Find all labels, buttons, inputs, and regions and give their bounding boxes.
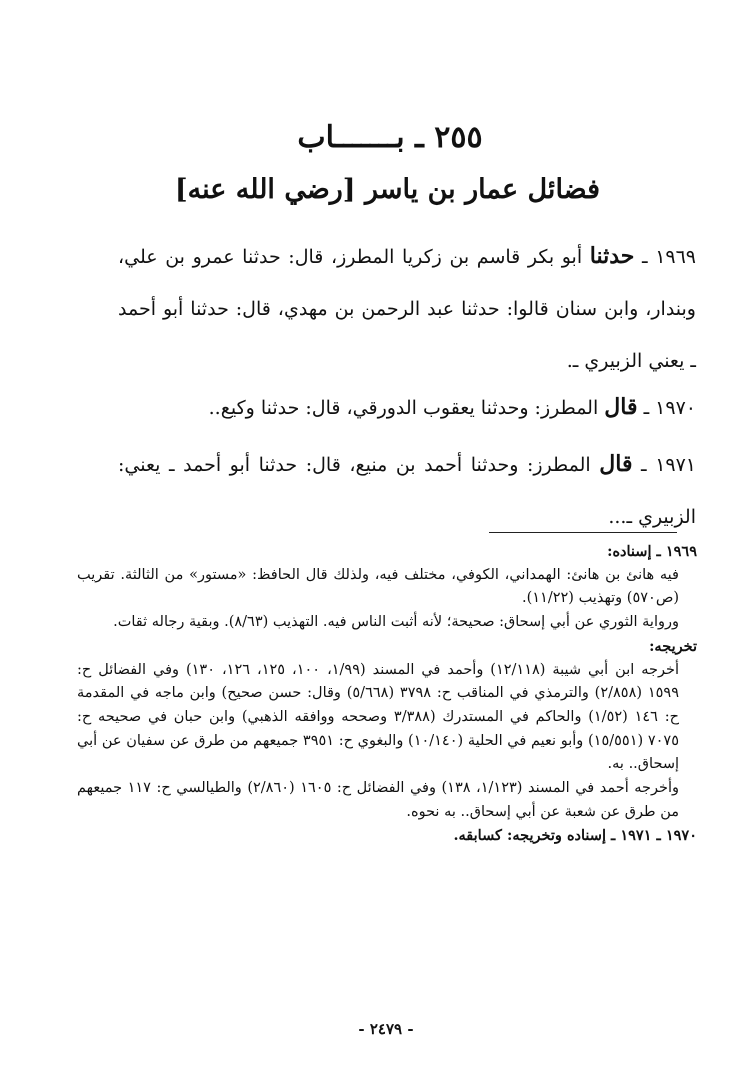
footnotes	[77, 540, 697, 848]
hadith-1970	[118, 381, 696, 434]
takhrij-paragraph-2: وأخرجه أحمد في المسند (١/١٢٣، ١٣٨) وفي الفضائل ح: ١٦٠٥ (٢/٨٦٠) والطيالسي ح: ١١٧ جميعهم من طرق عن شعبة عن أبي إسحاق.. به نحوه.	[77, 780, 679, 820]
isnad-paragraph-1: فيه هانئ بن هانئ: الهمداني، الكوفي، مختلف فيه، ولذلك قال الحافظ: «مستور» من الثالثة. تقريب (ص٥٧٠) وتهذيب (١١/٢٢).	[77, 566, 679, 607]
hadith-number: ١٩٧١ ـ	[641, 454, 697, 476]
chapter-title: فضائل عمار بن ياسر [رضي الله عنه]	[174, 174, 600, 205]
hadith-keyword: حدثنا	[589, 243, 635, 269]
takhrij-heading: تخريجه:	[649, 637, 697, 655]
hadith-keyword: قال	[604, 394, 638, 420]
footnote-separator	[489, 532, 677, 533]
hadith-text: المطرز: وحدثنا يعقوب الدورقي، قال: حدثنا وكيع..	[208, 397, 599, 419]
hadith-text: المطرز: وحدثنا أحمد بن منيع، قال: حدثنا أبو أحمد ـ يعني: الزبيري ـ...	[118, 454, 696, 528]
hadith-text: أبو بكر قاسم بن زكريا المطرز، قال: حدثنا عمرو بن علي، وبندار، وابن سنان قالوا: حدثنا عبد الرحمن بن مهدي، قال: حدثنا أبو أحمد ـ يعني الزبيري ـ.	[118, 246, 696, 372]
isnad-heading: ١٩٦٩ ـ إسناده:	[607, 543, 697, 560]
hadith-number: ١٩٦٩ ـ	[642, 246, 697, 268]
takhrij-paragraph-1: أخرجه ابن أبي شيبة (١٢/١١٨) وأحمد في المسند (١/٩٩، ١٠٠، ١٢٥، ١٢٦، ١٣٠) وفي الفضائل ح: ١٥٩٩ (٢/٨٥٨) والترمذي في المناقب ح: ٣٧٩٨ (٥/٦٦٨) وقال: حسن صحيح) وابن ماجه في المقدمة ح: ١٤٦ (١/٥٢) والحاكم في المستدرك (٣/٣٨٨ وصححه ووافقه الذهبي) وابن حبان في صحيحه ح: ٧٠٧٥ (١٥/٥٥١) وأبو نعيم في الحلية (١٠/١٤٠) والبغوي ح: ٣٩٥١ جميعهم من طرق عن سفيان عن أبي إسحاق.. به.	[77, 661, 679, 773]
hadith-keyword: قال	[599, 451, 633, 477]
hadith-1969	[118, 230, 696, 387]
chapter-heading: ٢٥٥ ـ بـــــــاب	[297, 120, 483, 155]
isnad-paragraph-2: ورواية الثوري عن أبي إسحاق: صحيحة؛ لأنه أثبت الناس فيه. التهذيب (٨/٦٣). وبقية رجاله ثقات.	[113, 614, 679, 631]
hadith-1971	[118, 438, 696, 543]
hadith-number: ١٩٧٠ ـ	[643, 397, 696, 419]
page-number: - ٢٤٧٩ -	[358, 1020, 414, 1038]
final-note: ١٩٧٠ ـ ١٩٧١ ـ إسناده وتخريجه: كسابقه.	[453, 827, 697, 845]
